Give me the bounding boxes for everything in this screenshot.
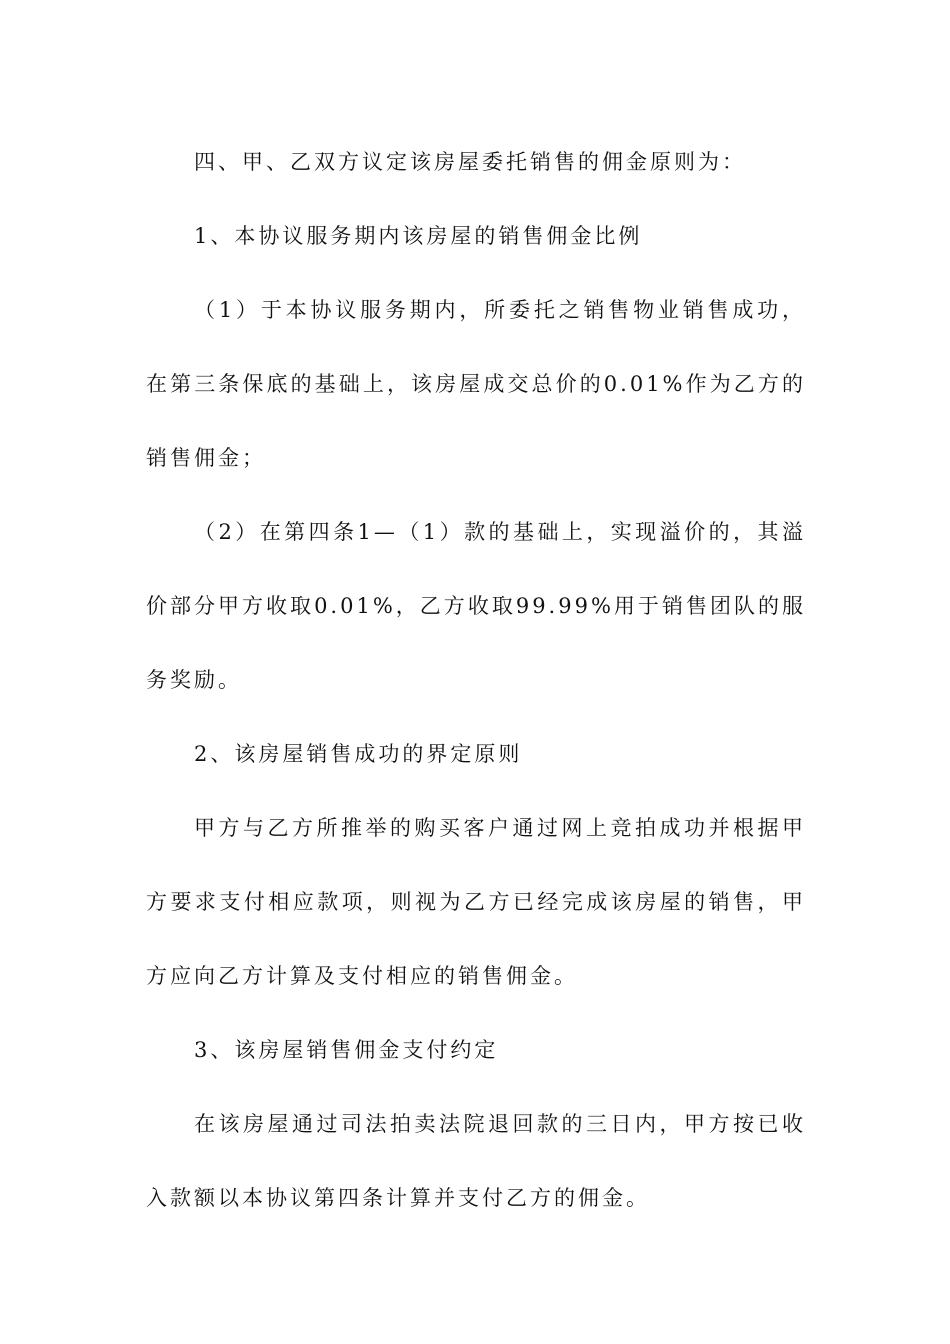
clause-2-title: 2、该房屋销售成功的界定原则 xyxy=(194,742,523,766)
clause-3-body: 在该房屋通过司法拍卖法院退回款的三日内，甲方按已收入款额以本协议第四条计算并支付乙方的佣金。 xyxy=(146,1112,806,1210)
clause-1-item-2: （2）在第四条1—（1）款的基础上，实现溢价的，其溢价部分甲方收取0.01%，乙方收取99.99%用于销售团队的服务奖励。 xyxy=(146,520,806,692)
heading-commission-principle: 四、甲、乙双方议定该房屋委托销售的佣金原则为： xyxy=(194,150,746,174)
clause-2-body: 甲方与乙方所推举的购买客户通过网上竞拍成功并根据甲方要求支付相应款项，则视为乙方已经完成该房屋的销售，甲方应向乙方计算及支付相应的销售佣金。 xyxy=(146,816,806,988)
clause-1-item-1: （1）于本协议服务期内，所委托之销售物业销售成功，在第三条保底的基础上，该房屋成交总价的0.01%作为乙方的销售佣金； xyxy=(146,298,806,470)
clause-1-title: 1、本协议服务期内该房屋的销售佣金比例 xyxy=(194,224,643,248)
clause-3-title: 3、该房屋销售佣金支付约定 xyxy=(194,1038,499,1062)
document-body xyxy=(146,125,806,1235)
